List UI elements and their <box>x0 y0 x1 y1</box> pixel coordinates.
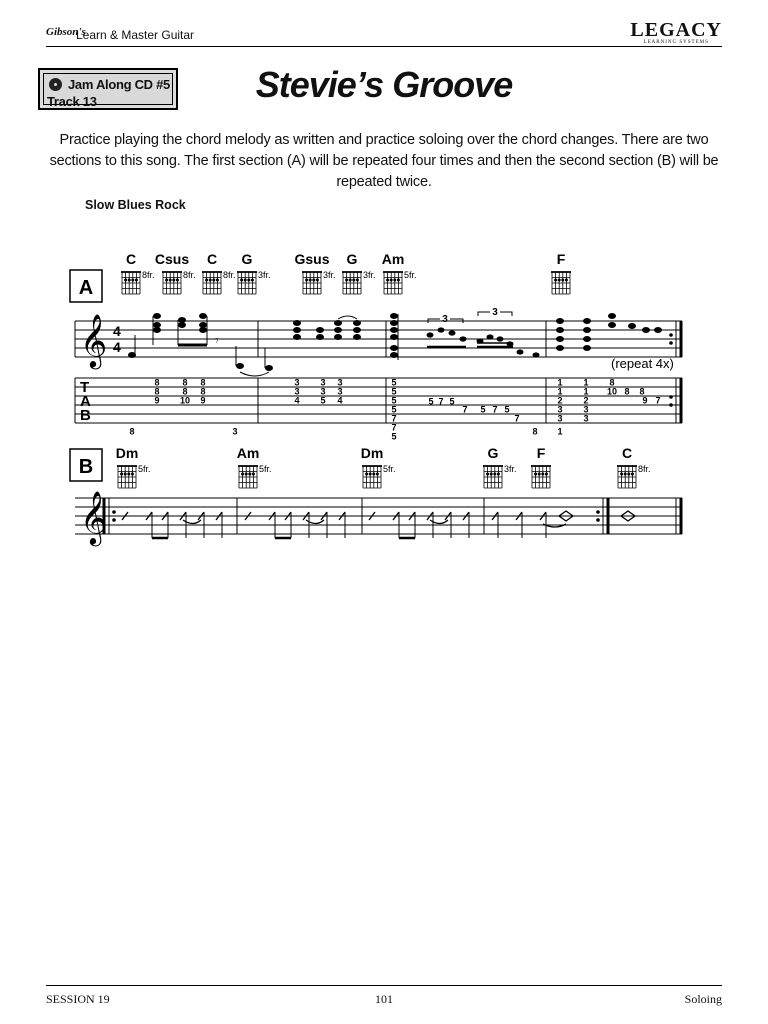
chord-diagram <box>121 272 141 294</box>
treble-clef-icon: 𝄞 <box>80 490 108 544</box>
tab-number: 7 <box>492 404 498 415</box>
chord-fret-label: 3fr. <box>504 464 517 474</box>
chord-fret-label: 8fr. <box>223 270 236 280</box>
svg-text:𝄾: 𝄾 <box>215 332 219 348</box>
tab-number: 8 <box>200 377 206 388</box>
chord-name: C <box>206 251 218 267</box>
tab-number: 5 <box>391 386 397 397</box>
tab-number: 9 <box>154 395 160 406</box>
tab-number: 7 <box>391 413 397 424</box>
chord-diagram <box>162 272 182 294</box>
chord-fret-label: 3fr. <box>363 270 376 280</box>
tab-number: 3 <box>583 413 589 424</box>
gibson-logo: Gibson's <box>46 26 86 38</box>
legacy-brand: LEGACY <box>630 19 722 41</box>
tab-number: 8 <box>532 426 538 437</box>
tab-number: 5 <box>428 396 434 407</box>
tab-number: 3 <box>583 404 589 415</box>
tab-number: 1 <box>583 377 589 388</box>
tab-number: 7 <box>655 395 661 406</box>
chord-diagram <box>117 466 137 488</box>
tab-number: 8 <box>182 386 188 397</box>
tab-number: 3 <box>320 386 326 397</box>
treble-clef-icon: 𝄞 <box>80 313 108 367</box>
tab-number: 5 <box>449 396 455 407</box>
tab-number: 5 <box>391 431 397 442</box>
chord-fret-label: 5fr. <box>259 464 272 474</box>
chord-diagram <box>362 466 382 488</box>
tab-number: 5 <box>391 404 397 415</box>
tab-number: 2 <box>583 395 589 406</box>
tab-number: 8 <box>624 386 630 397</box>
tempo-marking: Slow Blues Rock <box>85 198 186 212</box>
tuplet-label: 3 <box>442 314 448 325</box>
footer-session: SESSION 19 <box>46 992 110 1006</box>
intro-paragraph: Practice playing the chord melody as written and practice soloing over the chord changes. There are two sections to this song. The first section (A) will be repeated four times and then the second section (B) will be repeated twice. <box>49 132 719 190</box>
chord-fret-label: 5fr. <box>404 270 417 280</box>
chord-name: G <box>487 445 499 461</box>
chord-name: Dm <box>360 445 384 461</box>
chord-fret-label: 5fr. <box>138 464 151 474</box>
chord-fret-label: 3fr. <box>323 270 336 280</box>
tab-number: 3 <box>232 426 238 437</box>
tab-number: 4 <box>337 395 343 406</box>
chord-diagram <box>238 466 258 488</box>
section-b-marker <box>70 449 102 481</box>
tab-number: 5 <box>391 377 397 388</box>
series-title: Learn & Master Guitar <box>76 28 195 42</box>
time-signature-bottom: 4 <box>113 339 121 355</box>
tab-number: 7 <box>514 413 520 424</box>
tab-number: 8 <box>182 377 188 388</box>
tab-number: 4 <box>294 395 300 406</box>
tab-number: 1 <box>557 426 563 437</box>
repeat-instruction: (repeat 4x) <box>611 356 674 371</box>
chord-name: Am <box>381 251 405 267</box>
tab-number: 3 <box>337 377 343 388</box>
footer-topic: Soloing <box>684 992 722 1006</box>
tab-number: 5 <box>504 404 510 415</box>
chord-fret-label: 5fr. <box>383 464 396 474</box>
section-a-label: A <box>78 277 94 299</box>
tab-number: 8 <box>200 386 206 397</box>
chord-diagram <box>483 466 503 488</box>
tab-number: 8 <box>639 386 645 397</box>
chord-name: F <box>536 445 546 461</box>
chord-diagram <box>302 272 322 294</box>
page-title: Stevie’s Groove <box>255 64 513 105</box>
tab-letter: B <box>80 407 91 424</box>
tab-number: 7 <box>438 396 444 407</box>
chord-name: C <box>125 251 137 267</box>
chord-name: Csus <box>154 251 190 267</box>
legacy-subtitle: LEARNING SYSTEMS <box>643 40 709 45</box>
tab-number: 5 <box>320 395 326 406</box>
cd-track: Track 13 <box>47 94 97 109</box>
chord-name: F <box>556 251 566 267</box>
tab-number: 3 <box>294 377 300 388</box>
chord-diagram <box>551 272 571 294</box>
tab-number: 3 <box>337 386 343 397</box>
chord-name: Gsus <box>294 251 330 267</box>
tab-number: 5 <box>391 395 397 406</box>
page-number: 101 <box>375 992 393 1006</box>
chord-diagram <box>383 272 403 294</box>
tab-number: 10 <box>179 395 191 406</box>
chord-name: Am <box>236 445 260 461</box>
tab-number: 10 <box>606 386 618 397</box>
tab-number: 8 <box>609 377 615 388</box>
chord-diagram <box>531 466 551 488</box>
tab-number: 8 <box>129 426 135 437</box>
section-a-marker <box>70 270 102 302</box>
chord-fret-label: 8fr. <box>142 270 155 280</box>
chord-name: C <box>621 445 633 461</box>
section-a-chords <box>121 251 571 294</box>
chord-diagram <box>202 272 222 294</box>
tab-number: 8 <box>154 386 160 397</box>
chord-fret-label: 3fr. <box>258 270 271 280</box>
section-b-staff <box>75 498 682 534</box>
section-b-chords <box>116 445 651 488</box>
section-a-tab <box>75 378 682 423</box>
chord-fret-label: 8fr. <box>638 464 651 474</box>
tab-number: 2 <box>557 395 563 406</box>
tab-number: 9 <box>642 395 648 406</box>
chord-fret-label: 8fr. <box>183 270 196 280</box>
tab-number: 7 <box>391 422 397 433</box>
chord-diagram <box>237 272 257 294</box>
tab-number: 8 <box>154 377 160 388</box>
chord-diagram <box>617 466 637 488</box>
tab-number: 3 <box>557 413 563 424</box>
section-b-label: B <box>78 456 94 478</box>
tab-number: 1 <box>583 386 589 397</box>
tab-number: 1 <box>557 377 563 388</box>
tab-number: 7 <box>462 404 468 415</box>
tab-letter: T <box>80 379 90 396</box>
tab-number: 5 <box>480 404 486 415</box>
tab-number: 3 <box>557 404 563 415</box>
tab-number: 9 <box>200 395 206 406</box>
tab-number: 3 <box>320 377 326 388</box>
chord-name: Dm <box>115 445 139 461</box>
tab-number: 3 <box>294 386 300 397</box>
tab-number: 1 <box>557 386 563 397</box>
tab-letter: A <box>80 393 91 410</box>
time-signature-top: 4 <box>113 323 121 339</box>
footer-rule <box>46 985 722 986</box>
tuplet-label: 3 <box>492 307 498 318</box>
section-a-notes <box>128 313 662 376</box>
chord-name: G <box>241 251 253 267</box>
chord-name: G <box>346 251 358 267</box>
cd-title: Jam Along CD #5 <box>68 77 170 92</box>
chord-diagram <box>342 272 362 294</box>
